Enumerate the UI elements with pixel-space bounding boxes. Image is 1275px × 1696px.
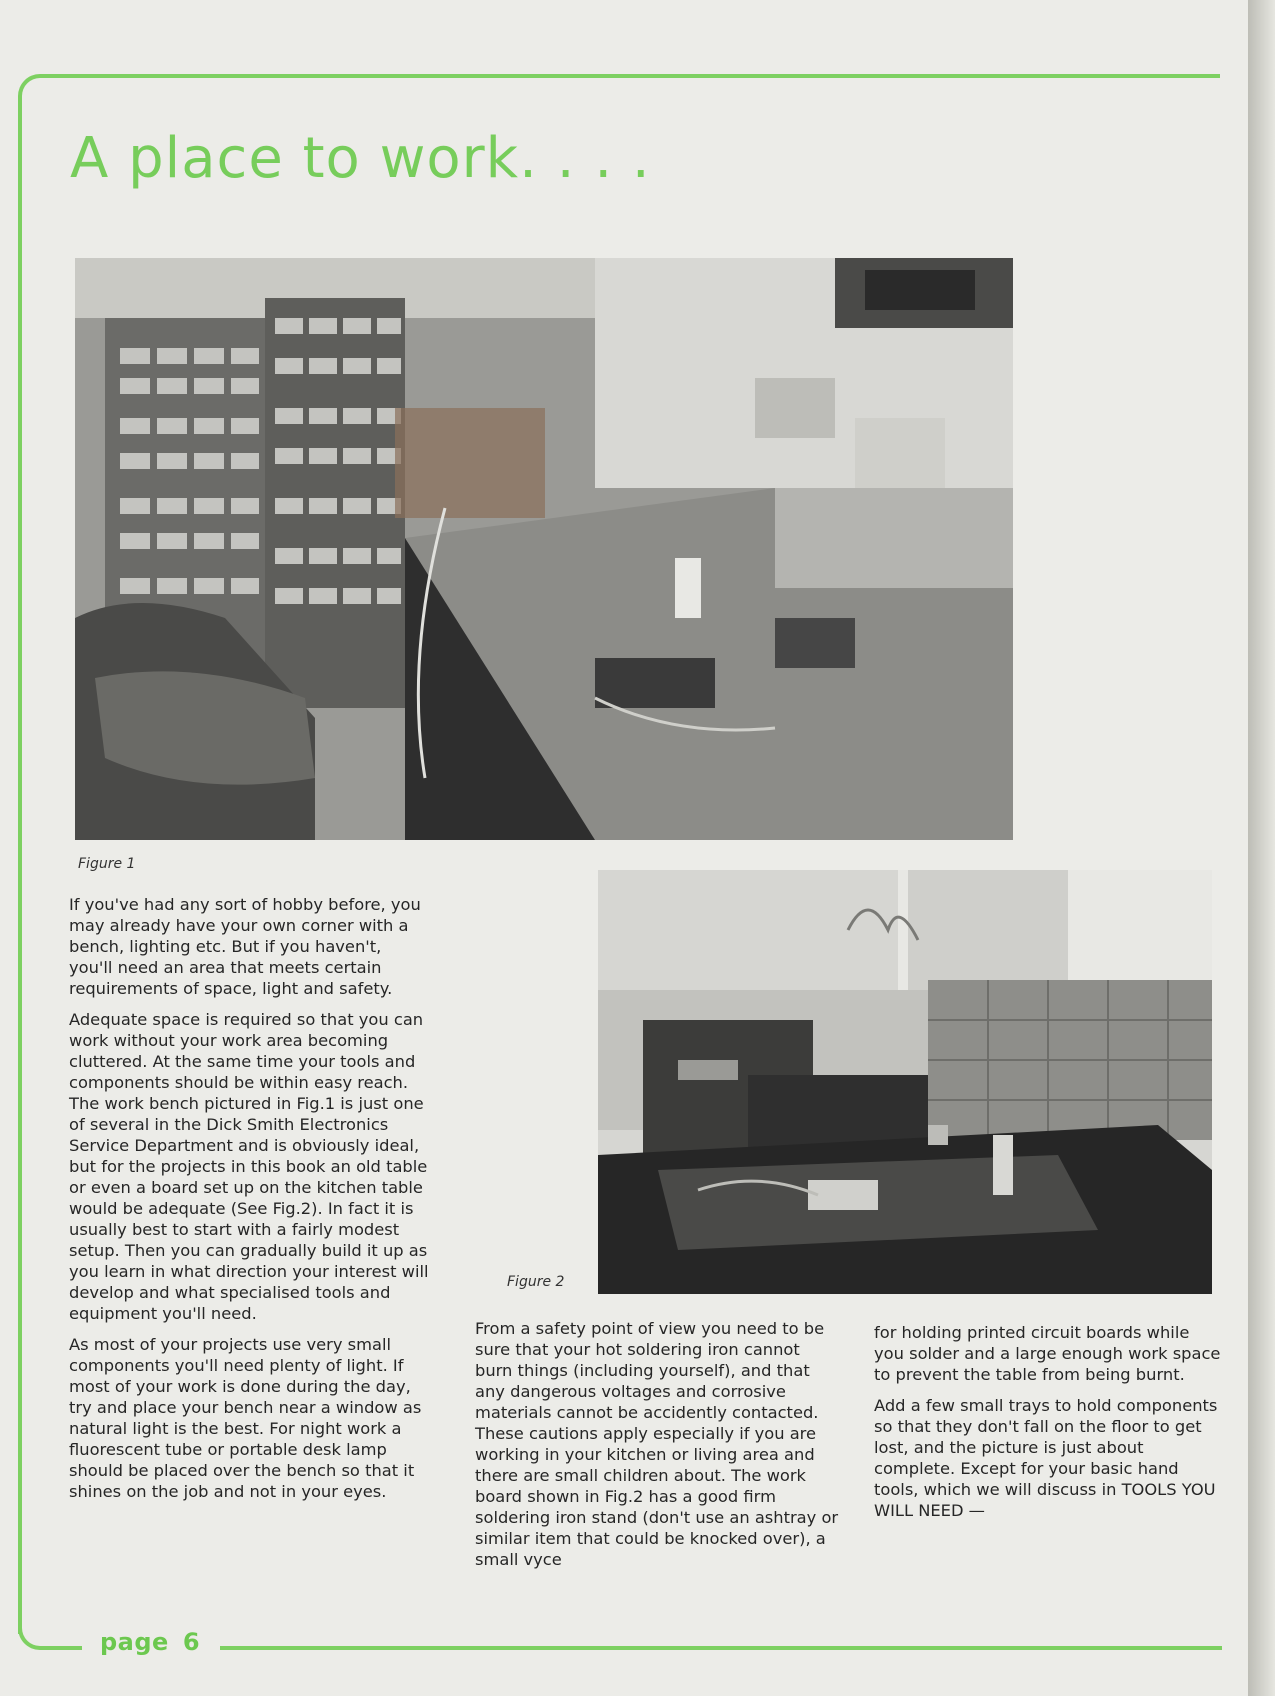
paragraph: Add a few small trays to hold components so that they don't fall on the floor to get lost, and the picture is just about complete. Except for your basic hand tools, which we will discuss in TOOLS YOU WILL NEED — <box>874 1396 1218 1520</box>
page-number-label <box>100 1628 214 1668</box>
paragraph: Adequate space is required so that you can work without your work area becoming cluttered. At the same time your tools and components should be within easy reach. The work bench pictured in Fig.1 is just one of several in the Dick Smith Electronics Service Department and is obviously ideal, but for the projects in this book an old table or even a board set up on the kitchen table would be adequate (See Fig.2). In fact it is usually best to start with a fairly modest setup. Then you can gradually build it up as you learn in what direction your interest will develop and what specialised tools and equipment you'll need. <box>69 1010 429 1323</box>
frame-left-rule <box>18 104 22 1634</box>
figure-2-photo <box>598 870 1212 1294</box>
frame-top-rule <box>40 74 1220 78</box>
frame-bottom-rule-right <box>220 1646 1222 1650</box>
frame-bottom-rule-left <box>40 1646 82 1650</box>
page-word: page <box>100 1628 169 1656</box>
text-column-3 <box>874 1322 1224 1531</box>
paragraph: As most of your projects use very small components you'll need plenty of light. If most of your work is done during the day, try and place your bench near a window as natural light is the best. For night work a fluorescent tube or portable desk lamp should be placed over the bench so that it shines on the job and not in your eyes. <box>69 1335 422 1501</box>
text-column-2 <box>475 1318 840 1580</box>
frame-corner-top <box>18 74 58 114</box>
figure-2-caption: Figure 2 <box>507 1274 565 1290</box>
paragraph: From a safety point of view you need to be sure that your hot soldering iron cannot burn things (including yourself), and that any dangerous voltages and corrosive materials cannot be accidently contacted. These cautions apply especially if you are working in your kitchen or living area and there are small children about. The work board shown in Fig.2 has a good firm soldering iron stand (don't use an ashtray or similar item that could be knocked over), a small vyce <box>475 1319 839 1569</box>
figure-1-caption: Figure 1 <box>78 856 136 872</box>
page-edge <box>1248 0 1275 1696</box>
paragraph: for holding printed circuit boards while you solder and a large enough work space to prevent the table from being burnt. <box>874 1323 1221 1384</box>
figure-1-photo <box>75 258 1013 840</box>
page-number: 6 <box>182 1628 201 1656</box>
text-column-1 <box>69 894 429 1512</box>
paragraph: If you've had any sort of hobby before, you may already have your own corner with a bench, lighting etc. But if you haven't, you'll need an area that meets certain requirements of space, light and safety. <box>69 895 421 998</box>
frame-corner-bottom <box>18 1610 58 1650</box>
page-title: A place to work. . . . <box>70 126 651 191</box>
